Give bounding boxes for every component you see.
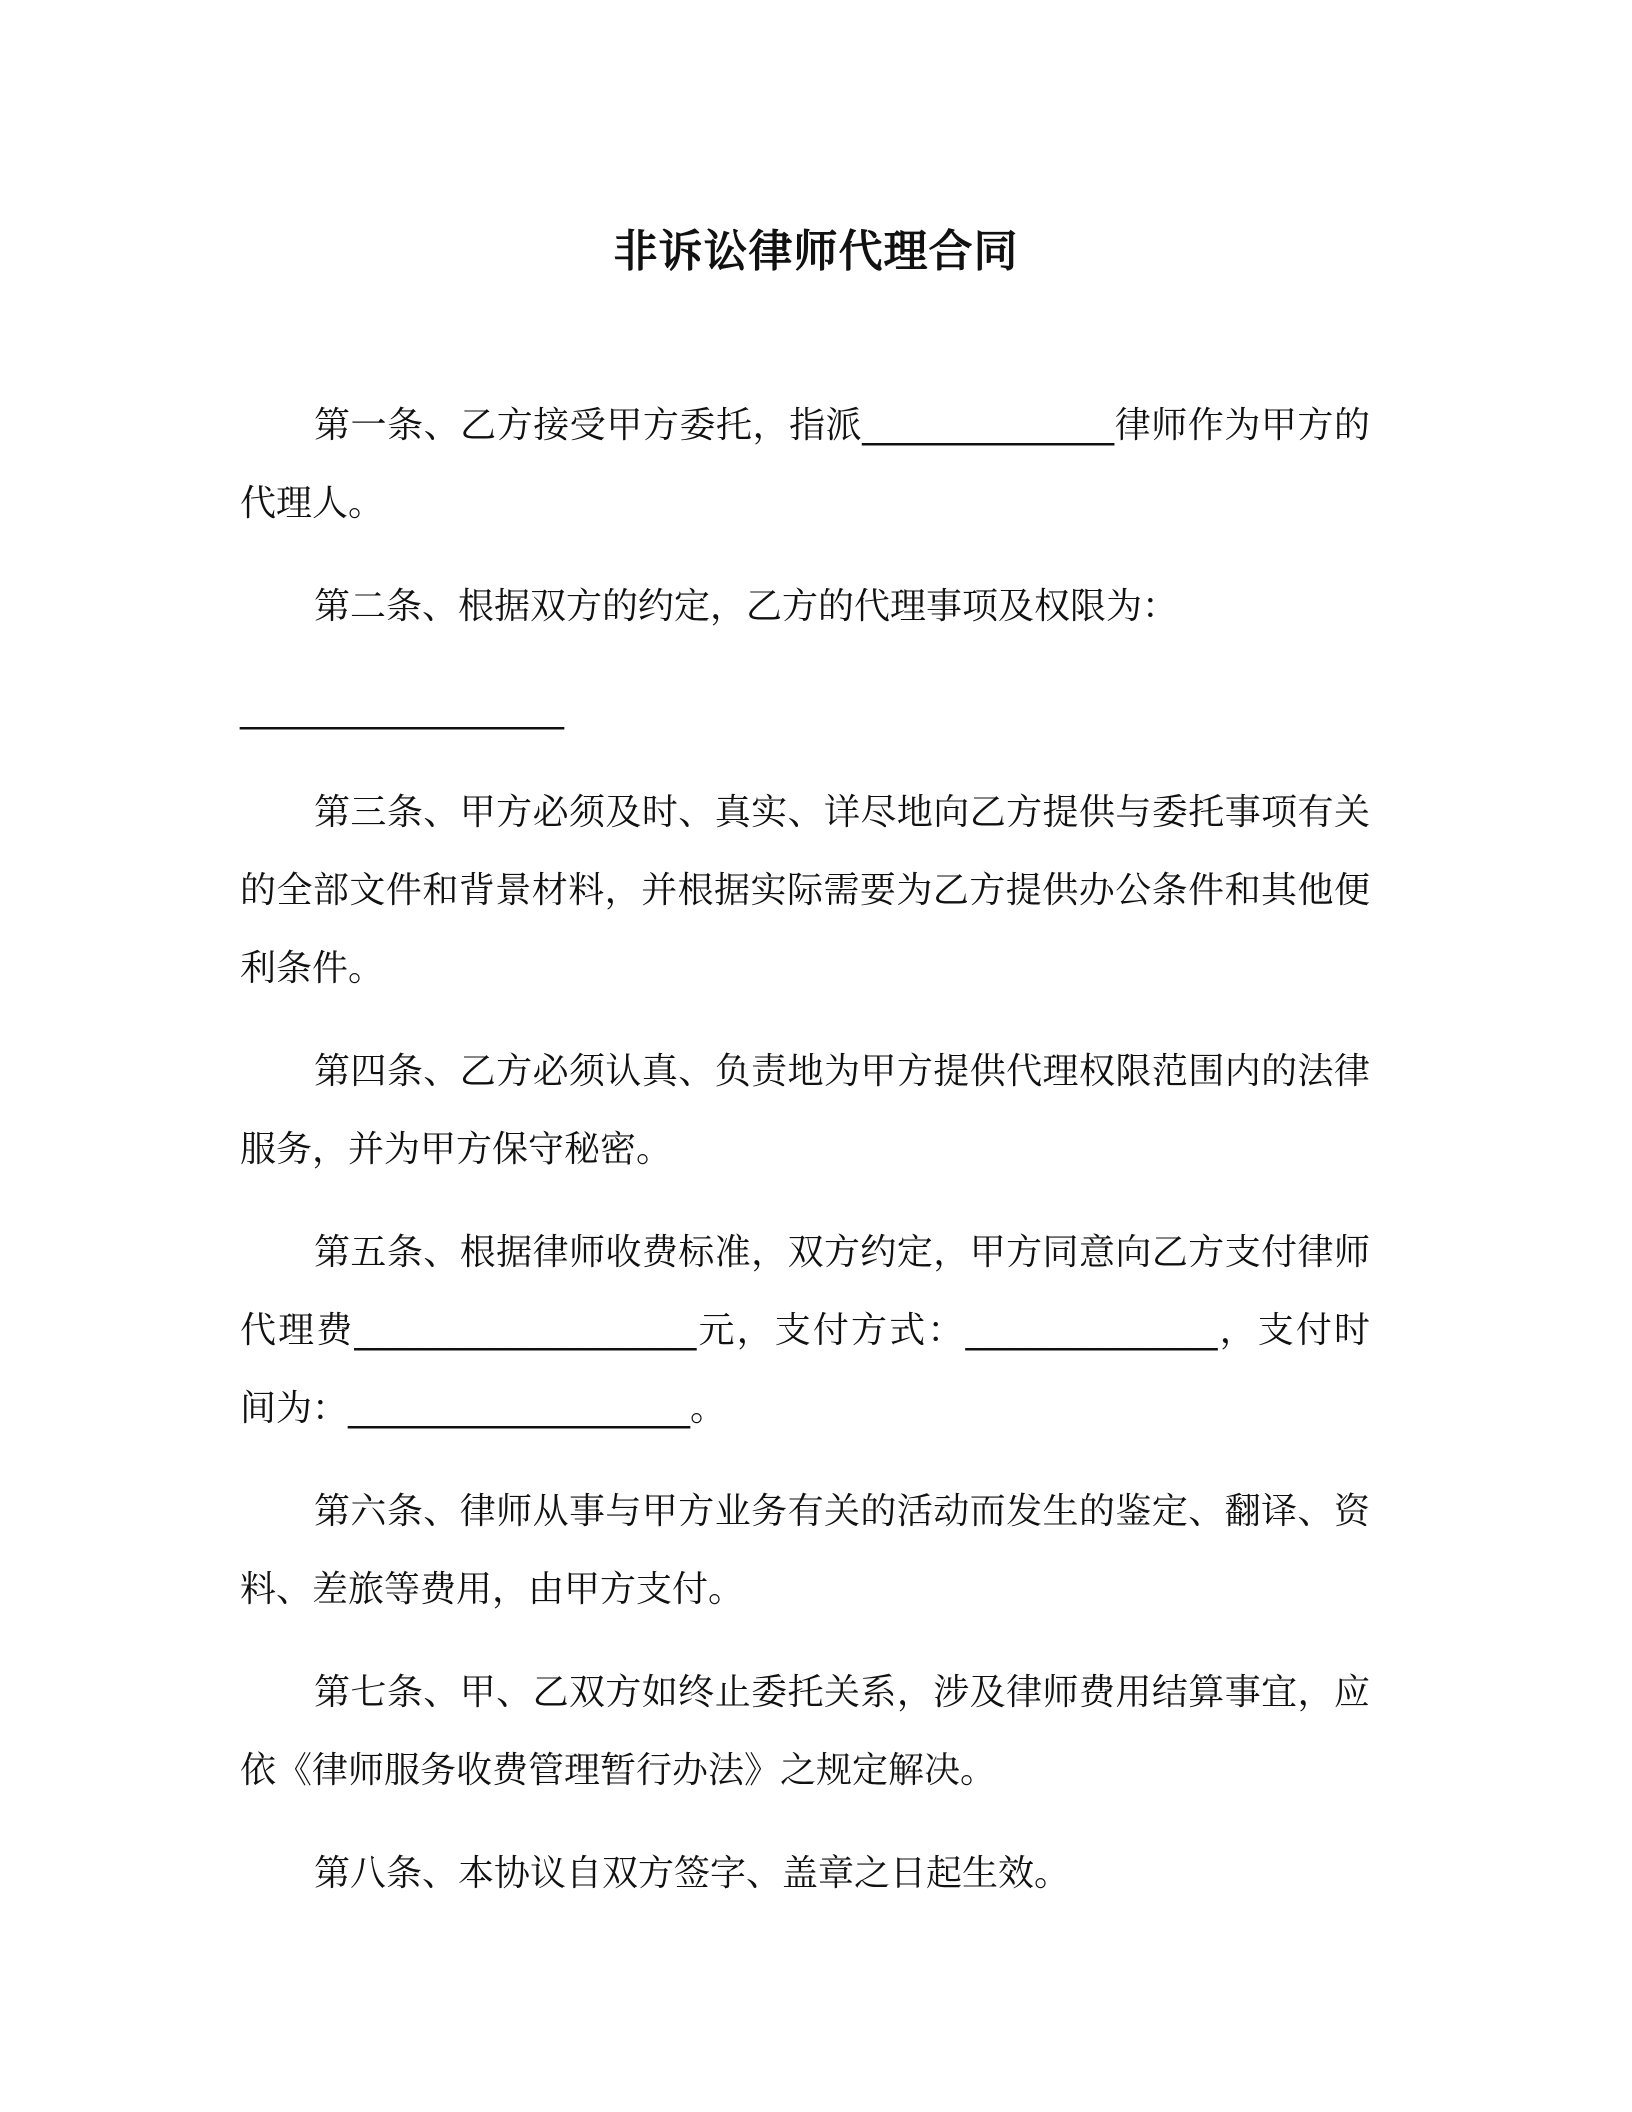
article-5-text-b: 元，支付方式： <box>696 1310 966 1351</box>
article-8: 第八条、本协议自双方签字、盖章之日起生效。 <box>314 1853 1071 1894</box>
article-7: 第七条、甲、乙双方如终止委托关系，涉及律师费用结算事宜，应依《律师服务收费管理暂行办法》之规定解决。 <box>240 1672 1370 1791</box>
article-1-text-a: 第一条、乙方接受甲方委托，指派 <box>314 405 863 446</box>
article-4: 第四条、乙方必须认真、负责地为甲方提供代理权限范围内的法律服务，并为甲方保守秘密。 <box>240 1051 1370 1170</box>
document-body <box>240 387 1370 1938</box>
article-5-method-blank: ______________ <box>965 1310 1218 1351</box>
article-5-text-d: 。 <box>690 1388 727 1429</box>
article-6: 第六条、律师从事与甲方业务有关的活动而发生的鉴定、翻译、资料、差旅等费用，由甲方支付。 <box>240 1491 1370 1610</box>
article-1-lawyer-blank: ______________ <box>862 405 1115 446</box>
article-3: 第三条、甲方必须及时、真实、详尽地向乙方提供与委托事项有关的全部文件和背景材料，并根据实际需要为乙方提供办公条件和其他便利条件。 <box>240 792 1370 989</box>
article-2-blank <box>240 671 1370 749</box>
article-5-text-a: 第五条、根据律师收费标准，双方约定，甲方同意向乙方支付律师代理费 <box>240 1232 1370 1351</box>
article-5-time-blank: ___________________ <box>348 1388 691 1429</box>
article-5-text-c: ，支付时间为： <box>240 1310 1370 1429</box>
document-title: 非诉讼律师代理合同 <box>613 226 1019 277</box>
article-1 <box>240 387 1370 543</box>
article-2: 第二条、根据双方的约定，乙方的代理事项及权限为： <box>314 586 1179 627</box>
article-5 <box>240 1214 1370 1448</box>
article-2-scope-blank: __________________ <box>240 689 564 730</box>
article-1-text-b: 律师作为甲方的代理人。 <box>240 405 1370 524</box>
article-5-fee-blank: ___________________ <box>354 1310 697 1351</box>
